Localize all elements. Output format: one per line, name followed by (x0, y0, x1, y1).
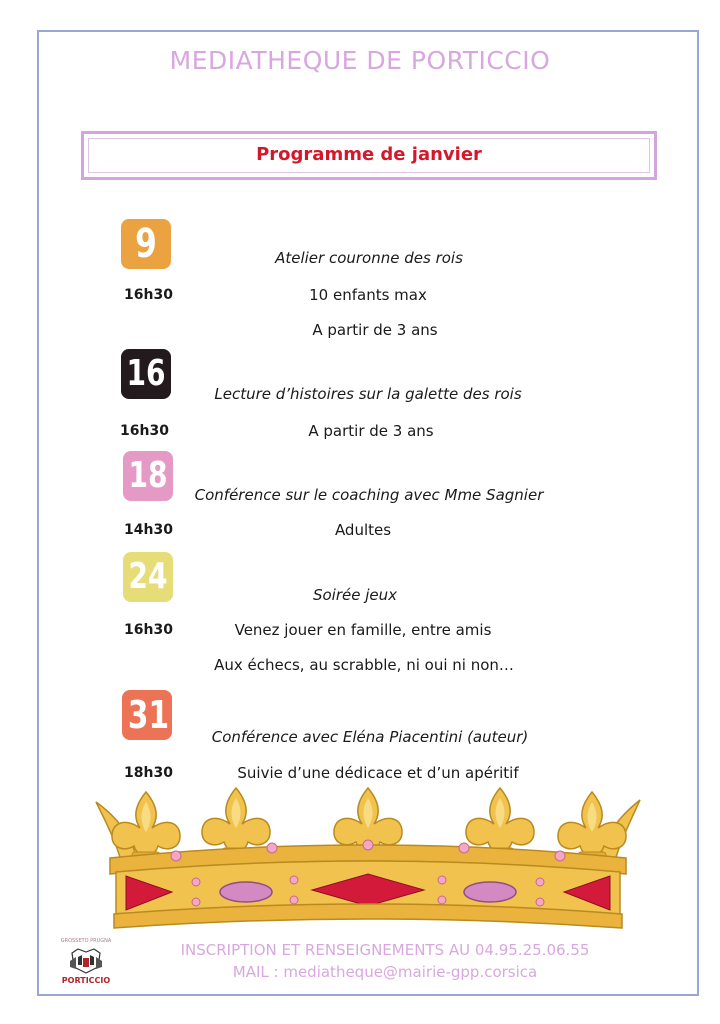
event-time: 18h30 (124, 765, 173, 781)
event-time: 14h30 (124, 522, 173, 538)
coat-of-arms-icon (68, 947, 104, 975)
event-time: 16h30 (124, 287, 173, 303)
event-detail: Suivie d’une dédicace et d’un apéritif (237, 764, 519, 782)
event-title: Soirée jeux (312, 586, 398, 604)
event-title: Lecture d’histoires sur la galette des rois (214, 385, 522, 403)
event-detail: A partir de 3 ans (308, 422, 434, 440)
logo-caption: GROSSETO PRUGNA (60, 938, 112, 944)
day-number: 31 (127, 693, 170, 737)
event-detail: Adultes (334, 521, 392, 539)
program-title-box (81, 131, 657, 180)
crown-illustration (86, 782, 650, 942)
event-detail: A partir de 3 ans (312, 321, 438, 339)
event-detail: 10 enfants max (309, 286, 427, 304)
footer-mail: MAIL : mediatheque@mairie-gpp.corsica (232, 963, 538, 981)
footer-inscription: INSCRIPTION ET RENSEIGNEMENTS AU 04.95.25.06.55 (180, 941, 590, 959)
event-detail: Aux échecs, au scrabble, ni oui ni non… (214, 656, 514, 674)
event-title: Conférence avec Eléna Piacentini (auteur) (211, 728, 529, 746)
day-number: 9 (135, 221, 157, 267)
site-title: MEDIATHEQUE DE PORTICCIO (169, 46, 551, 75)
event-time: 16h30 (120, 423, 169, 439)
program-title: Programme de janvier (256, 144, 482, 165)
day-number: 16 (126, 353, 166, 394)
event-title: Atelier couronne des rois (275, 249, 463, 267)
porticcio-logo (54, 938, 118, 990)
event-detail: Venez jouer en famille, entre amis (234, 621, 492, 639)
day-number: 24 (128, 556, 168, 597)
event-time: 16h30 (124, 622, 173, 638)
day-number: 18 (128, 455, 168, 496)
event-title: Conférence sur le coaching avec Mme Sagnier (194, 486, 544, 504)
logo-name: PORTICCIO (61, 976, 111, 985)
